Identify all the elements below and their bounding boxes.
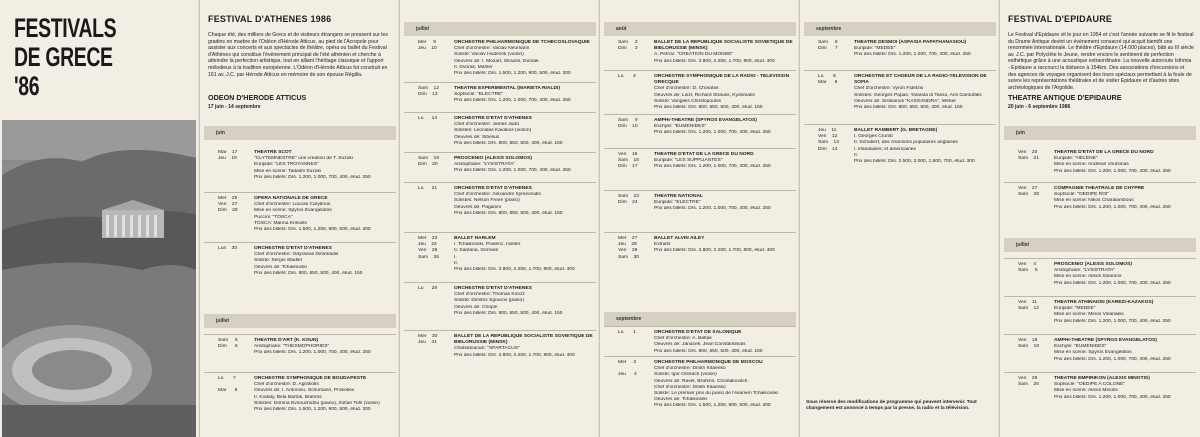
entry-title: THEATRE D'ART (K. KOUN) <box>254 338 319 343</box>
entry-line: Euripide: "MEDEE" <box>1054 306 1096 312</box>
entry-line: II. Kodaly, Bela Bartok, Brahms <box>254 394 322 400</box>
entry-body <box>454 156 596 175</box>
entry-line: Prix des billets: Drs. 1.200, 1.000, 700, 400, étud. 250 <box>854 52 971 58</box>
entry-line: Chef d'orchestre: Alexandre Symeonidis <box>454 192 541 198</box>
entry-line: Soliste: Vangelis Christopoulos <box>654 98 722 104</box>
entry-days: Lu 7 Mar 8 <box>218 376 238 394</box>
entry-line: Soliste: Sergei Stadler <box>254 258 303 264</box>
entry-title: THEATRE D'ETAT DE LA GRECE DU NORD <box>654 152 754 157</box>
entry-line: Sophocle: "OEDIPE ROI" <box>1054 192 1110 198</box>
entry-title: ORCHESTRE PHILHARMONIQUE DE TCHECOSLOVAQUIE <box>454 40 590 45</box>
entry-line: Aristophane: "LYSISTRATA" <box>1054 268 1116 274</box>
entry-line: Aristophane: "THESMOPHORIES" <box>254 344 330 350</box>
entry-line: Soliste: Igor Oistrach (violon) <box>654 372 717 378</box>
entry-body <box>654 330 796 355</box>
entry-body <box>1054 376 1196 401</box>
entry-line: Oeuvres de: I. Mozart, Strauss, Dvorak <box>454 58 539 64</box>
entry-line: Chef d'orchestre: Thomas Konzz <box>454 292 525 298</box>
entry-line: Oeuvres de: Paganini <box>454 204 502 210</box>
entry-line: Chef d'orchestre: Vaclav Neumann <box>454 46 530 52</box>
entry-line: Chef d'orchestre: D. Agrafiotis <box>254 382 319 388</box>
entry-title: THEATRE SCOT <box>254 150 292 155</box>
entry-title: THEATRE ATHINAION (KAREZI-KAZAKOS) <box>1054 300 1154 305</box>
programme-panel-july <box>400 0 598 437</box>
entry-line: Soliste: Le premier prix du piano de l'examen Tchaikovski <box>654 391 778 397</box>
entry-line: Chef d'orchestre: A. Baltas <box>654 336 712 342</box>
acropolis-photo <box>2 120 196 437</box>
entry-line: Chef d'orchestre: D. Chorafas <box>654 86 719 92</box>
entry-line: Prix des billets: Drs. 1.200, 1.000, 700, 400, étud. 250 <box>1054 356 1171 362</box>
entry-body <box>254 376 396 413</box>
entry-days: Mer 3 Jeu 4 <box>618 360 637 378</box>
entry-title: THEATRE NATIONAL <box>654 194 703 199</box>
entry-line: Chef d'orchestre: Dmitri Kitaenko <box>654 384 726 390</box>
entry-body <box>454 334 596 359</box>
entry-line: Prix des billets: Drs. 800, 650, 500, 400, étud. 150 <box>454 210 563 216</box>
entry-line: Chatsatourian: "SPARTACUS" <box>454 346 520 352</box>
entry-line: Prix des billets: Drs. 1.200, 1.000, 700, 400, étud. 250 <box>254 174 371 180</box>
entry-line: Prix des billets: Drs. 800, 650, 500, 400, étud. 150 <box>454 310 563 316</box>
entry-line: Soliste: Dimitris Sgouros (piano) <box>454 298 524 304</box>
entry-line: Mise en scène: Alexis Solomos <box>1054 274 1122 280</box>
entry-line: Prix des billets: Drs. 1.200, 1.000, 700, 400, étud. 250 <box>654 206 771 212</box>
entry-line: Prix des billets: Drs. 800, 650, 500, 400, étud. 150 <box>654 105 763 111</box>
entry-body <box>454 86 596 105</box>
programme-note: Sous réserve des modifications de programme qui peuvent intervenir. Tout changement est annoncé à temps par la presse, la radio et la télévision. <box>806 400 977 412</box>
entry-line: Euripide: "LES TROYANNES" <box>254 162 319 168</box>
festival-intro: Le Festival d'Epidaure vit le jour en 1954 et c'est l'année suivante se fit le festival du Drame Antique devint un évènement consacré qui acquit bientôt une renommée internationale. Le théâtre d'Epidaure (14.000 places), bâti au III siècle av. J.C. par Polyclète le Jeune, rendre encore le sentiment de perfection esthétique grâce à une acoustique extraordinaire. La nouvelle autoroute Isthmia - Epidaure a raccourci la distance à 154km. Des associations d'excursions et des agences de voyages organisent des tours spéciaux permettant à la foule de suivre les représentations théâtrales et de visiter Epidaure et d'autres sites archéologiques de l'Argolide. <box>1008 32 1194 91</box>
entry-line: Puccini: "TOSCA" <box>254 214 293 220</box>
entry-line: Oeuvres de: Ravel, Brahms, Chostakovitch <box>654 378 748 384</box>
entry-title: THEATRE EXPERIMENTAL (MARIETA RIALDI) <box>454 86 560 91</box>
entry-body <box>1054 262 1196 287</box>
entry-body <box>254 338 396 357</box>
entry-line: Prix des billets: Drs. 800, 650, 500, 400, étud. 150 <box>854 105 963 111</box>
entry-days: Mer 9 Jeu 10 <box>418 40 437 52</box>
epidaure-panel <box>1000 0 1200 437</box>
entry-title: ORCHESTRE SYMPHONIQUE DE BOUDAPESTE <box>254 376 367 381</box>
entry-title: COMPAGNIE THEATRALE DE CHYPRE <box>1054 186 1145 191</box>
entry-title: THEATRE D'ETAT DE LA GRECE DU NORD <box>1054 150 1154 155</box>
entry-line: II. <box>454 260 459 266</box>
entry-line: Prix des billets: Drs. 2.800, 2.200, 1.700, 800, étud. 400 <box>654 58 775 64</box>
entry-line: Aristophane: "LYSISTRATA" <box>454 162 516 168</box>
entry-line: I. Georges Crumb <box>854 134 893 140</box>
entry-body <box>254 246 396 277</box>
venue-dates: 17 juin - 14 septembre <box>208 104 261 110</box>
entry-body <box>654 360 796 410</box>
entry-title: ORCHESTRE ET CHOEUR DE LA RADIO-TELEVISION DE SOFIA <box>854 74 987 86</box>
festival-intro: Chaque été, des milliers de Grecs et de visiteurs étrangers se pressent sur les gradins en marbre de l'Odéon d'Hérode Atticus, au pied de l'Acropole pour assister aux concerts et aux spectacles de théâtre, opéra ou ballet du Festival d'Athènes qui constitue l'événement principal de l'été athénien et cherche à atteindre la perfection artistique, tout en alliant l'héritage classique et l'apport mélodieux à la tradition européenne. L'Odéon d'Hérode Atticus fut construit en 161 av. J.C. par Hérode Atticus en mémoire de son épouse Régilla. <box>208 32 388 78</box>
entry-line: Sophocle: "ELECTRE" <box>454 92 504 98</box>
entry-days: Mer 27 Jeu 28 Ven 29 Sam 30 <box>618 236 639 260</box>
entry-title: ORCHESTRE D'ETAT D'ATHENES <box>454 186 532 191</box>
entry-days: Mer 25 Ven 27 Dim 29 <box>218 196 238 214</box>
entry-body <box>454 236 596 273</box>
entry-line: A. Petrov: "CREATION DU MONDE" <box>654 52 734 58</box>
entry-line: Mise en scène: Andreas Voutsinas <box>1054 162 1129 168</box>
month-bar: août <box>604 22 796 36</box>
entry-line: Oeuvres de: Tchaikovski <box>254 264 307 270</box>
cover-panel <box>0 0 198 437</box>
entry-line: Prix des billets: Drs. 1.500, 1.200, 900, 500, étud. 300 <box>454 71 571 77</box>
month-bar: juillet <box>204 314 396 328</box>
entry-days: Sam 19 Dim 20 <box>418 156 439 168</box>
festival-title: FESTIVAL D'ATHENES 1986 <box>208 14 332 24</box>
entry-line: I. Tchaikovski, Poulenc, Holder <box>454 242 521 248</box>
entry-body <box>854 40 996 59</box>
entry-days: Ven 4 Sam 5 <box>1018 262 1038 274</box>
entry-line: Prix des billets: Drs. 1.200, 1.000, 700, 400, étud. 250 <box>1054 168 1171 174</box>
entry-line: Solistes: Nelson Freire (piano) <box>454 198 520 204</box>
entry-line: Sophocle: "OEDIPE A COLONE" <box>1054 382 1126 388</box>
entry-title: BALLET ALVIN AILEY <box>654 236 705 241</box>
entry-days: Lu 14 <box>418 116 438 121</box>
entry-line: Euripide: "ELECTRE" <box>654 200 701 206</box>
entry-days: Mar 17 Jeu 19 <box>218 150 238 162</box>
entry-title: BALLET RAMBERT (G. BRETAGNE) <box>854 128 938 133</box>
entry-days: Sam 2 Dim 3 <box>618 40 638 52</box>
entry-title: AMPHI-THEATRE (SPYROS EVANGELATOS) <box>654 118 757 123</box>
entry-line: Soliste: Vaclav Hudeček (violon) <box>454 52 524 58</box>
entry-line: Chef d'orchestre: Vyron Fidetzis <box>854 86 924 92</box>
entry-body <box>1054 338 1196 363</box>
entry-line: Chef d'orchestre: Dmitri Kitaenko <box>654 366 726 372</box>
entry-line: Prix des billets: Drs. 800, 650, 500, 400, étud. 150 <box>254 270 363 276</box>
entry-body <box>454 286 596 317</box>
entry-days: Sam 23 Dim 24 <box>618 194 639 206</box>
entry-line: Prix des billets: Drs. 2.800, 2.200, 1.700, 800, étud. 400 <box>654 248 775 254</box>
entry-title: PROSCENIO (ALEXIS SOLOMOS) <box>454 156 532 161</box>
entry-line: Oeuvres de: Liszt, Richard Strauss, Kydoniatis <box>654 92 755 98</box>
entry-body <box>654 152 796 171</box>
entry-days: Lun 30 <box>218 246 238 251</box>
entry-line: Mise en scène: Tadashi Suzuki <box>254 168 322 174</box>
entry-line: Oeuvres de: Tchaikovski <box>654 397 707 403</box>
entry-days: Sam 5 Dim 6 <box>218 338 238 350</box>
entry-days: Ven 18 Sam 19 <box>1018 338 1039 350</box>
entry-line: Euripide: "LES SUPPLIANTES" <box>654 158 723 164</box>
entry-line: Prix des billets: Drs. 1.500, 1.200, 900, 500, étud. 300 <box>254 407 371 413</box>
entry-days: Lu 21 <box>418 186 438 191</box>
entry-line: Oeuvres de: Sisslianos "KASSANDRA", Weber <box>854 98 957 104</box>
entry-line: Prix des billets: Drs. 1.200, 1.000, 700, 400, étud. 250 <box>454 98 571 104</box>
entry-body <box>854 128 996 165</box>
entry-line: Euripide: "HELENE" <box>1054 156 1098 162</box>
entry-line: Mise en scène: Spyros Evangelatos <box>1054 350 1132 356</box>
entry-days: Ven 20 Sam 21 <box>1018 150 1039 162</box>
entry-line: Chef d'orchestre: James Judd <box>454 122 519 128</box>
month-bar: septembre <box>804 22 996 36</box>
entry-line: II. Santana, Gerswin <box>454 248 499 254</box>
entry-body <box>654 194 796 213</box>
entry-line: Prix des billets: Drs. 2.800, 2.200, 1.700, 800, étud. 400 <box>454 352 575 358</box>
programme-panel-september <box>800 0 998 437</box>
entry-title: ORCHESTRE D'ETAT D'ATHENES <box>454 116 532 121</box>
entry-line: Prix des billets: Drs. 1.200, 1.000, 700, 400, étud. 250 <box>1054 394 1171 400</box>
entry-days: Ven 11 Sam 12 <box>1018 300 1039 312</box>
entry-line: Prix des billets: Drs. 1.200, 1.000, 700, 400, étud. 250 <box>454 168 571 174</box>
entry-title: ORCHESTRE D'ETAT DE SALONIQUE <box>654 330 742 335</box>
entry-line: Oeuvres de: I. Antoniou, Schumann, Prokofiev <box>254 388 355 394</box>
entry-line: Prix des billets: Drs. 800, 650, 500, 400, étud. 150 <box>454 140 563 146</box>
month-bar: juin <box>1004 126 1196 140</box>
entry-line: Chef d'orchestre: Odysseas Dimitriadis <box>254 252 339 258</box>
entry-line: Prix des billets: Drs. 1.200, 1.000, 700, 400, étud. 250 <box>1054 204 1171 210</box>
venue-dates: 20 juin - 6 septembre 1986 <box>1008 104 1071 110</box>
entry-line: Eschyle: "EUMENIDES" <box>1054 344 1107 350</box>
month-bar: septembre <box>604 312 796 326</box>
entry-line: Prix des billets: Drs. 1.500, 1.200, 900, 500, étud. 300 <box>654 403 771 409</box>
entry-days: Sam 12 Dim 13 <box>418 86 439 98</box>
entry-line: Oeuvres de: Janacek, Jean Constantinidis <box>654 342 746 348</box>
entry-line: II. <box>854 152 859 158</box>
entry-days: Mer 23 Jeu 24 Ven 25 Sam 26 <box>418 236 439 260</box>
entry-line: Prix des billets: Drs. 1.200, 1.000, 700, 400, étud. 250 <box>1054 318 1171 324</box>
venue-title: ODEON D'HERODE ATTICUS <box>208 93 307 102</box>
month-bar: juillet <box>1004 238 1196 252</box>
entry-title: THEATRE DESMOI (ASPASIA PAPATHANASIOU) <box>854 40 967 45</box>
festival-title: FESTIVAL D'EPIDAURE <box>1008 14 1113 24</box>
entry-line: Oeuvres de: Sibelius <box>454 134 500 140</box>
entry-line: II. Dvorak, Mahler <box>454 64 493 70</box>
entry-line: Solistes: Domna Evnouchidou (piano), Zoltan Tohl (violon) <box>254 400 380 406</box>
month-bar: juillet <box>404 22 596 36</box>
entry-line: Chef d'orchestre: Loucas Carytinos <box>254 202 331 208</box>
entry-body <box>654 74 796 111</box>
entry-line: Mise en scène: Nikos Charalambous <box>1054 198 1134 204</box>
entry-days: Lu 4 <box>618 74 636 79</box>
entry-days: Lu 28 <box>418 286 438 291</box>
entry-title: ORCHESTRE PHILHARMONIQUE DE MOSCOU <box>654 360 763 365</box>
entry-line: Extraits <box>654 242 671 248</box>
entry-body <box>454 186 596 217</box>
entry-title: THEATRE EMPIRIKON (ALEXIS MINOTIS) <box>1054 376 1150 381</box>
entry-line: Prix des billets: Drs. 1.200, 1.000, 700, 400, étud. 250 <box>254 350 371 356</box>
entry-body <box>854 74 996 111</box>
entry-days: Ven 15 Sam 16 Dim 17 <box>618 152 639 170</box>
entry-line: Euripide: "MEDEE" <box>854 46 896 52</box>
entry-line: I. irlandaises; et americaines <box>854 146 916 152</box>
entry-line: Mise en scène: Spyros Evangelatos <box>254 208 332 214</box>
entry-body <box>454 116 596 147</box>
entry-body <box>654 236 796 255</box>
entry-line: Oeuvres de: Chopin <box>454 304 498 310</box>
entry-line: Solistes: Leonidas Kavakos (violon) <box>454 128 532 134</box>
programme-panel-august <box>600 0 798 437</box>
entry-title: AMPHI-THEATRE (SPYROS EVANGELATOS) <box>1054 338 1157 343</box>
entry-line: Mise en scène: Alexis Minotis <box>1054 388 1118 394</box>
entry-title: BALLET DE LA REPUBLIQUE SOCIALISTE SOVIETIQUE DE BIELORUSSIE (MINSK) <box>454 334 593 346</box>
entry-line: TOSCA: Marina Krilovits <box>254 220 307 226</box>
entry-body <box>1054 150 1196 175</box>
venue-title: THEATRE ANTIQUE D'EPIDAURE <box>1008 93 1122 102</box>
entry-line: Solistes: Georges Papas, Yolanda di Tasso, Aris Garoufalis <box>854 92 982 98</box>
entry-line: Prix des billets: Drs. 1.200, 1.000, 700, 400, étud. 250 <box>1054 280 1171 286</box>
entry-title: BALLET DE LA REPUBLIQUE SOCIALISTE SOVIETIQUE DE BIELORUSSIE (MINSK) <box>654 40 793 52</box>
entry-line: II. Schubert, des chansons populaires anglaises <box>854 140 958 146</box>
entry-title: ORCHESTRE D'ETAT D'ATHENES <box>454 286 532 291</box>
entry-body <box>454 40 596 77</box>
entry-body <box>654 118 796 137</box>
month-bar: juin <box>204 126 396 140</box>
entry-days: Lu 8 Mar 9 <box>818 74 838 86</box>
entry-days: Ven 25 Sam 26 <box>1018 376 1039 388</box>
entry-line: "CLYTEMNESTRE" une création de T. Suzuki <box>254 156 353 162</box>
entry-title: BALLET HARLEM <box>454 236 496 241</box>
entry-line: Prix des billets: Drs. 2.800, 2.200, 1.700, 800, étud. 400 <box>454 267 575 273</box>
entry-title: ORCHESTRE SYMPHONIQUE DE LA RADIO - TELEVISION GRECQUE <box>654 74 790 86</box>
entry-days: Mer 30 Jeu 31 <box>418 334 438 346</box>
entry-line: Prix des billets: Drs. 1.500, 1.200, 900, 600, étud. 300 <box>254 227 371 233</box>
entry-body <box>654 40 796 65</box>
entry-line: Prix des billets: Drs. 2.500, 2.000, 1.500, 700, étud. 300 <box>854 159 975 165</box>
entry-body <box>1054 186 1196 211</box>
entry-title: ORCHESTRE D'ETAT D'ATHENES <box>254 246 332 251</box>
entry-line: Prix des billets: Drs. 1.200, 1.000, 700, 400, étud. 250 <box>654 164 771 170</box>
entry-days: Lu 1 <box>618 330 636 335</box>
entry-line: Eschyle: "EUMENIDES" <box>654 124 707 130</box>
entry-days: Jeu 11 Ven 12 Sam 13 Dim 14 <box>818 128 839 152</box>
athenes-intro-panel <box>200 0 398 437</box>
entry-days: Sam 9 Dim 10 <box>618 118 638 130</box>
entry-body <box>254 150 396 181</box>
entry-line: Mise en scène: Minos Volanakis <box>1054 312 1124 318</box>
entry-line: I. <box>454 254 457 260</box>
cover-title: FESTIVALS DE GRECE '86 <box>14 13 117 101</box>
entry-body <box>1054 300 1196 325</box>
entry-days: Ven 27 Sam 28 <box>1018 186 1039 198</box>
entry-line: Prix des billets: Drs. 1.200, 1.000, 700, 400, étud. 250 <box>654 130 771 136</box>
entry-days: Sam 6 Dim 7 <box>818 40 838 52</box>
entry-body <box>254 196 396 233</box>
entry-line: Prix des billets: Drs. 800, 650, 500, 400, étud. 150 <box>654 348 763 354</box>
entry-title: PROSCENIO (ALEXIS SOLOMOS) <box>1054 262 1132 267</box>
entry-title: OPERA NATIONALE DE GRECE <box>254 196 328 201</box>
